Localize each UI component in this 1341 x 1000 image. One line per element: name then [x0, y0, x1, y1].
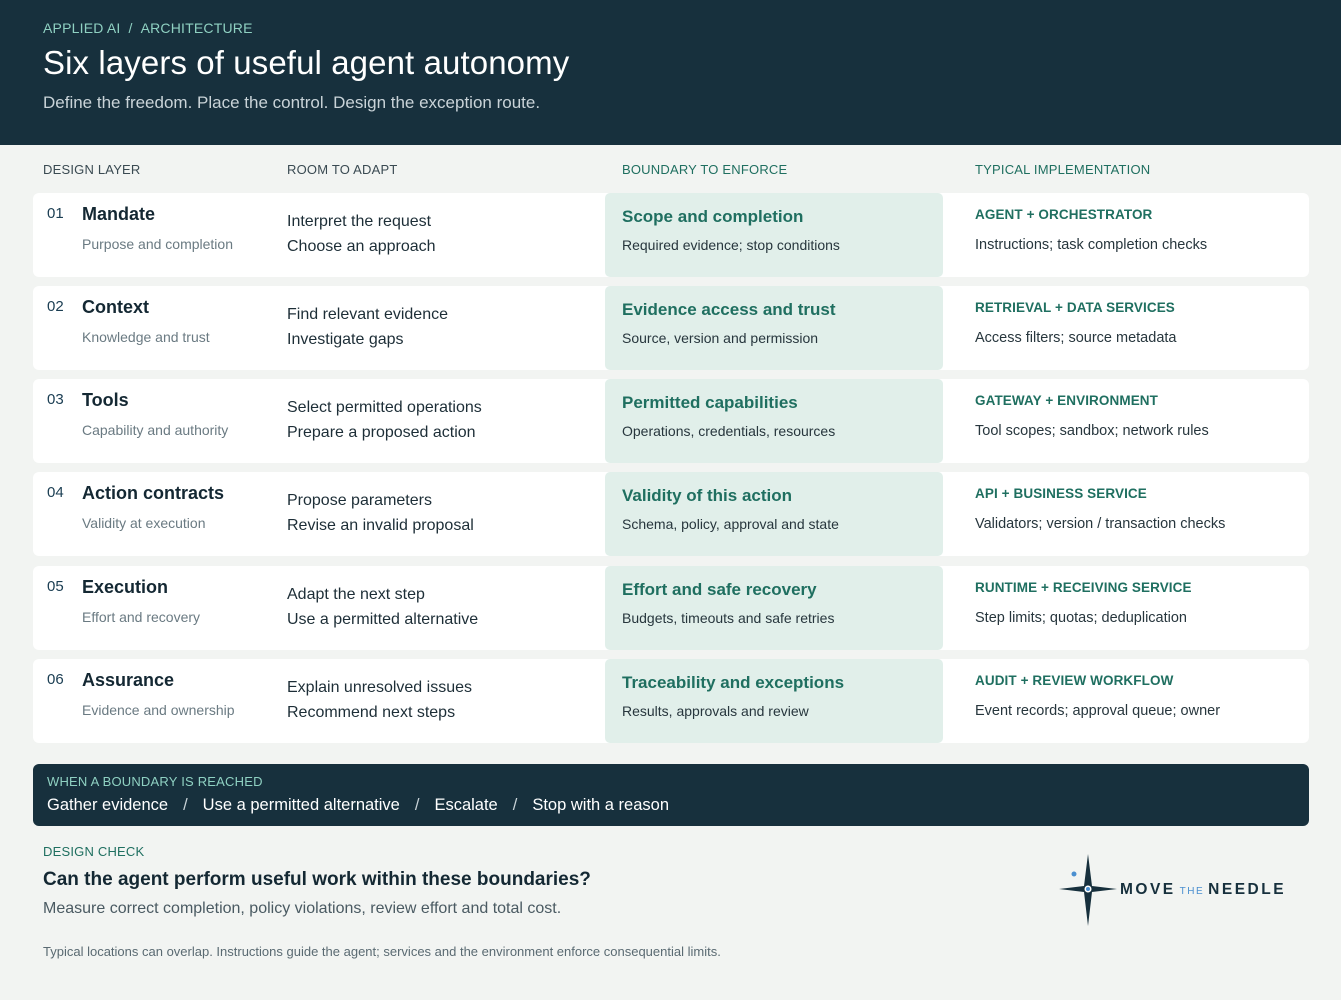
adapt-item: Revise an invalid proposal — [287, 517, 474, 534]
boundary-title: Effort and safe recovery — [622, 580, 817, 599]
column-header-room-to-adapt: ROOM TO ADAPT — [287, 162, 398, 177]
boundary-cell — [605, 379, 943, 463]
layer-row — [33, 472, 1309, 556]
adapt-item: Investigate gaps — [287, 331, 404, 348]
layer-row — [33, 566, 1309, 650]
boundary-cell — [605, 566, 943, 650]
layer-subtitle: Knowledge and trust — [82, 329, 210, 345]
boundary-reached-bar — [33, 764, 1309, 826]
boundary-cell — [605, 286, 943, 370]
layer-row — [33, 659, 1309, 743]
adapt-item: Choose an approach — [287, 238, 436, 255]
adapt-item: Find relevant evidence — [287, 306, 448, 323]
implementation-tag: AUDIT + REVIEW WORKFLOW — [975, 673, 1174, 688]
layer-name: Assurance — [82, 670, 175, 690]
room-to-adapt — [287, 488, 474, 538]
adapt-item: Propose parameters — [287, 492, 432, 509]
step-separator: / — [183, 796, 188, 814]
boundary-cell — [605, 472, 943, 556]
layer-name: Action contracts — [82, 483, 225, 503]
layer-name: Execution — [82, 577, 169, 597]
column-header-boundary: BOUNDARY TO ENFORCE — [622, 162, 788, 177]
implementation-text: Tool scopes; sandbox; network rules — [975, 423, 1209, 439]
column-header-design-layer: DESIGN LAYER — [43, 162, 141, 177]
adapt-item: Prepare a proposed action — [287, 424, 476, 441]
implementation-text: Access filters; source metadata — [975, 330, 1177, 346]
implementation-text: Validators; version / transaction checks — [975, 516, 1226, 532]
room-to-adapt — [287, 395, 482, 445]
implementation-tag: GATEWAY + ENVIRONMENT — [975, 393, 1159, 408]
layer-subtitle: Purpose and completion — [82, 236, 233, 252]
adapt-item: Use a permitted alternative — [287, 611, 479, 628]
implementation-text: Step limits; quotas; deduplication — [975, 610, 1187, 626]
design-check-measure: Measure correct completion, policy violations, review effort and total cost. — [43, 900, 562, 917]
layer-subtitle: Validity at execution — [82, 515, 206, 531]
boundary-title: Validity of this action — [622, 486, 793, 505]
layer-row — [33, 193, 1309, 277]
page-subtitle: Define the freedom. Place the control. Design the exception route. — [43, 93, 541, 112]
design-check-label: DESIGN CHECK — [43, 844, 145, 859]
layer-subtitle: Effort and recovery — [82, 609, 201, 625]
brand-word-the: THE — [1179, 886, 1205, 897]
design-check-question: Can the agent perform useful work within these boundaries? — [43, 869, 591, 890]
step-separator: / — [414, 796, 420, 814]
boundary-text: Budgets, timeouts and safe retries — [622, 610, 835, 626]
boundary-title: Traceability and exceptions — [622, 673, 845, 692]
implementation-tag: AGENT + ORCHESTRATOR — [975, 207, 1153, 222]
boundary-title: Scope and completion — [622, 207, 804, 226]
step-escalate: Escalate — [434, 796, 498, 814]
layer-number: 01 — [47, 205, 64, 222]
column-header-implementation: TYPICAL IMPLEMENTATION — [975, 162, 1151, 177]
adapt-item: Interpret the request — [287, 213, 432, 230]
layer-name: Mandate — [82, 204, 156, 224]
layer-row — [33, 379, 1309, 463]
room-to-adapt — [287, 209, 436, 259]
step-permitted-alternative: Use a permitted alternative — [202, 796, 400, 814]
layer-number: 05 — [47, 578, 64, 595]
room-to-adapt — [287, 302, 448, 352]
brand-word-needle: NEEDLE — [1208, 881, 1287, 898]
breadcrumb-applied-ai: APPLIED AI — [43, 20, 121, 36]
step-separator: / — [512, 796, 518, 814]
layer-name: Tools — [82, 390, 129, 410]
brand-wordmark — [1120, 881, 1286, 899]
room-to-adapt — [287, 675, 472, 725]
adapt-item: Explain unresolved issues — [287, 679, 472, 696]
boundary-reached-label: WHEN A BOUNDARY IS REACHED — [47, 774, 263, 789]
footnote: Typical locations can overlap. Instructions guide the agent; services and the environment enforce consequential limits. — [43, 944, 721, 959]
implementation-tag: RUNTIME + RECEIVING SERVICE — [975, 580, 1192, 595]
boundary-text: Schema, policy, approval and state — [622, 516, 839, 532]
boundary-title: Permitted capabilities — [622, 393, 798, 412]
brand-logo — [1057, 852, 1307, 928]
layer-name: Context — [82, 297, 149, 317]
adapt-item: Select permitted operations — [287, 399, 482, 416]
breadcrumb — [43, 20, 253, 36]
adapt-item: Recommend next steps — [287, 704, 456, 721]
page-title: Six layers of useful agent autonomy — [43, 44, 570, 81]
layer-number: 06 — [47, 671, 64, 688]
boundary-text: Required evidence; stop conditions — [622, 237, 840, 253]
layer-number: 03 — [47, 391, 64, 408]
implementation-tag: RETRIEVAL + DATA SERVICES — [975, 300, 1175, 315]
step-stop-with-reason: Stop with a reason — [532, 796, 670, 814]
implementation-tag: API + BUSINESS SERVICE — [975, 486, 1147, 501]
layer-subtitle: Evidence and ownership — [82, 702, 235, 718]
breadcrumb-architecture: ARCHITECTURE — [140, 20, 253, 36]
layer-subtitle: Capability and authority — [82, 422, 229, 438]
boundary-cell — [605, 193, 943, 277]
layer-number: 04 — [47, 484, 64, 501]
boundary-text: Results, approvals and review — [622, 703, 809, 719]
adapt-item: Adapt the next step — [287, 586, 425, 603]
boundary-text: Operations, credentials, resources — [622, 423, 836, 439]
breadcrumb-separator: / — [128, 20, 133, 36]
layer-row — [33, 286, 1309, 370]
boundary-text: Source, version and permission — [622, 330, 819, 346]
page-header — [0, 0, 1341, 145]
room-to-adapt — [287, 582, 478, 632]
layer-number: 02 — [47, 298, 64, 315]
implementation-text: Instructions; task completion checks — [975, 237, 1208, 253]
implementation-text: Event records; approval queue; owner — [975, 703, 1221, 719]
boundary-title: Evidence access and trust — [622, 300, 836, 319]
boundary-cell — [605, 659, 943, 743]
step-gather-evidence: Gather evidence — [47, 796, 169, 814]
brand-word-move: MOVE — [1120, 881, 1176, 898]
boundary-steps — [47, 796, 669, 815]
compass-star-icon — [1057, 852, 1119, 928]
